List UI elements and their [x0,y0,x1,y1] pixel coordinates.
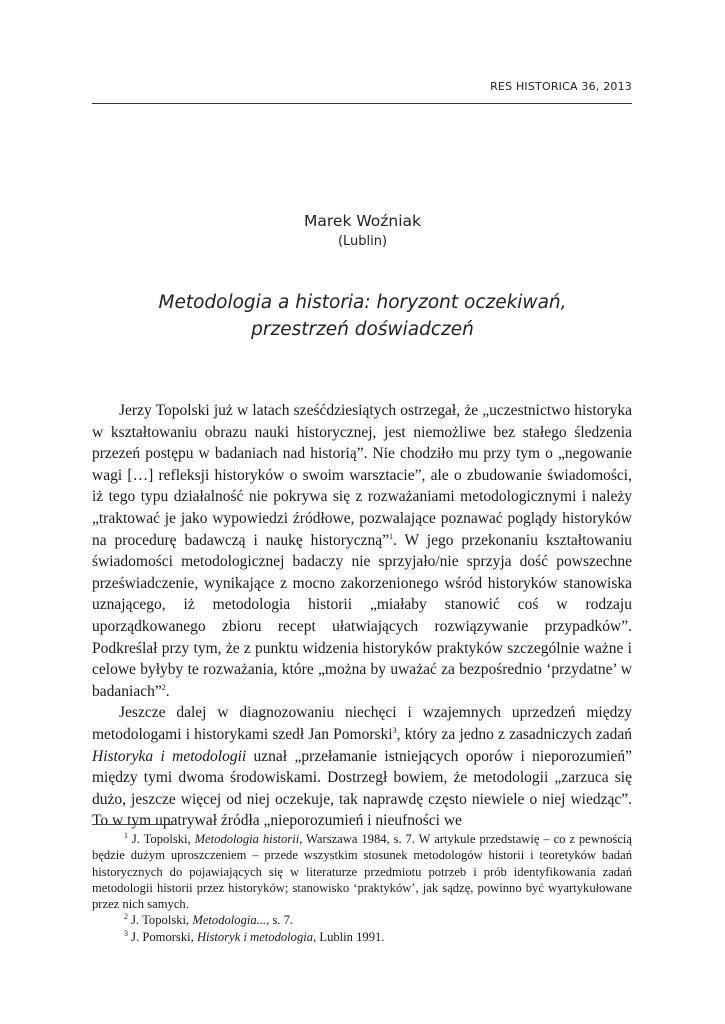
footnote-2 [92,912,632,928]
footnotes [92,831,632,945]
footnote-ref-1[interactable]: 1 [388,531,393,541]
footnote-1-text-b: , Warszawa 1984, s. 7. W artykule przedstawię – co z pewnością będzie dużym uproszczeniem – przede wszystkim stosunek metodologów historii i teoretyków badań historycznych do pojawiających się w literaturze przedmiotu potrzeb i prób identyfikowania zadań metodologii historii przez historyków; stanowisko ‘praktyków’, jak sądzę, powinno być wyartykułowane przez nich samych. [92,832,632,912]
p2-text-b: , który za jedno z zasadniczych zadań [396,725,632,743]
footnote-2-text-a: J. Topolski, [128,913,193,928]
footnote-2-work: Metodologia... [192,913,267,928]
footnote-rule [92,824,172,825]
footnote-2-text-b: , s. 7. [266,913,294,928]
running-header: RES HISTORICA 36, 2013 [490,80,632,93]
author-name: Marek Woźniak [304,212,421,230]
body-paragraph-2 [92,702,632,832]
footnote-3-number: 3 [124,928,128,938]
footnote-2-number: 2 [124,912,128,922]
author-affiliation: (Lublin) [337,234,388,249]
footnote-ref-3[interactable]: 3 [392,725,397,735]
body-paragraph-1 [92,400,632,702]
p1-text-b: . W jego przekonaniu kształtowaniu świadomości metodologicznej badaczy nie sprzyjało/nie sprzyja dość powszechne przeświadczenie, wynikające z mocno zakorzenionego wśród historyków stanowiska uznającego, iż metodologia historii „miałaby stanowić coś w rodzaju uporządkowanego zbioru recept ułatwiających rozwiązywanie przypadków”. Podkreślał przy tym, że z punktu widzenia historyków praktyków szczególnie ważne i celowe byłyby te rozważania, które „można by uważać za bezpośrednio ‘przydatne’ w badaniach” [92,531,633,700]
footnote-3-text-b: , Lublin 1991. [313,929,385,944]
title-line-1: Metodologia a historia: horyzont oczekiwań, [158,292,567,313]
footnote-3 [92,929,632,945]
footnote-1-number: 1 [124,830,128,840]
footnote-3-work: Historyk i metodologia [196,929,314,944]
p1-text-a: Jerzy Topolski już w latach sześćdziesiątych ostrzegał, że „uczestnictwo historyka w kształtowaniu obrazu nauki historycznej, jest niemożliwe bez stałego śledzenia przezeń postępu w badaniach nad historią”. Nie chodziło mu przy tym o „negowanie wagi […] refleksji historyków o swoim warsztacie”, ale o zbudowanie świadomości, iż tego typu działalność nie pokrywa się z rozważaniami metodologicznymi i należy „traktować je jako wypowiedzi źródłowe, pozwalające poznawać poglądy historyków na procedurę badawczą i naukę historyczną” [92,402,632,549]
header-rule [92,103,632,104]
p1-text-c: . [165,682,170,700]
footnote-1 [92,831,632,912]
p2-text-a: Jeszcze dalej w diagnozowaniu niechęci i wzajemnych uprzedzeń między metodologami i historykami szedł Jan Pomorski [92,704,632,743]
p2-book-title: Historyka i metodologii [92,747,247,765]
article-title [0,289,725,343]
p2-text-c: uznał „przełamanie istniejących oporów i nieporozumień” między tymi dwoma środowiskami. Dostrzegł bowiem, że metodologii „zarzuca się dużo, jeszcze więcej od niej oczekuje, tak naprawdę często niewiele o niej wiedząc”. To w tym upatrywał źródła „nieporozumień i nieufności we [92,747,632,830]
footnote-ref-2[interactable]: 2 [161,682,166,692]
footnote-1-text-a: J. Topolski, [128,832,195,846]
title-line-2: przestrzeń doświadczeń [251,319,474,340]
article-body [92,400,632,832]
footnote-1-work: Metodologia historii [194,832,300,846]
footnote-3-text-a: J. Pomorski, [128,929,197,944]
